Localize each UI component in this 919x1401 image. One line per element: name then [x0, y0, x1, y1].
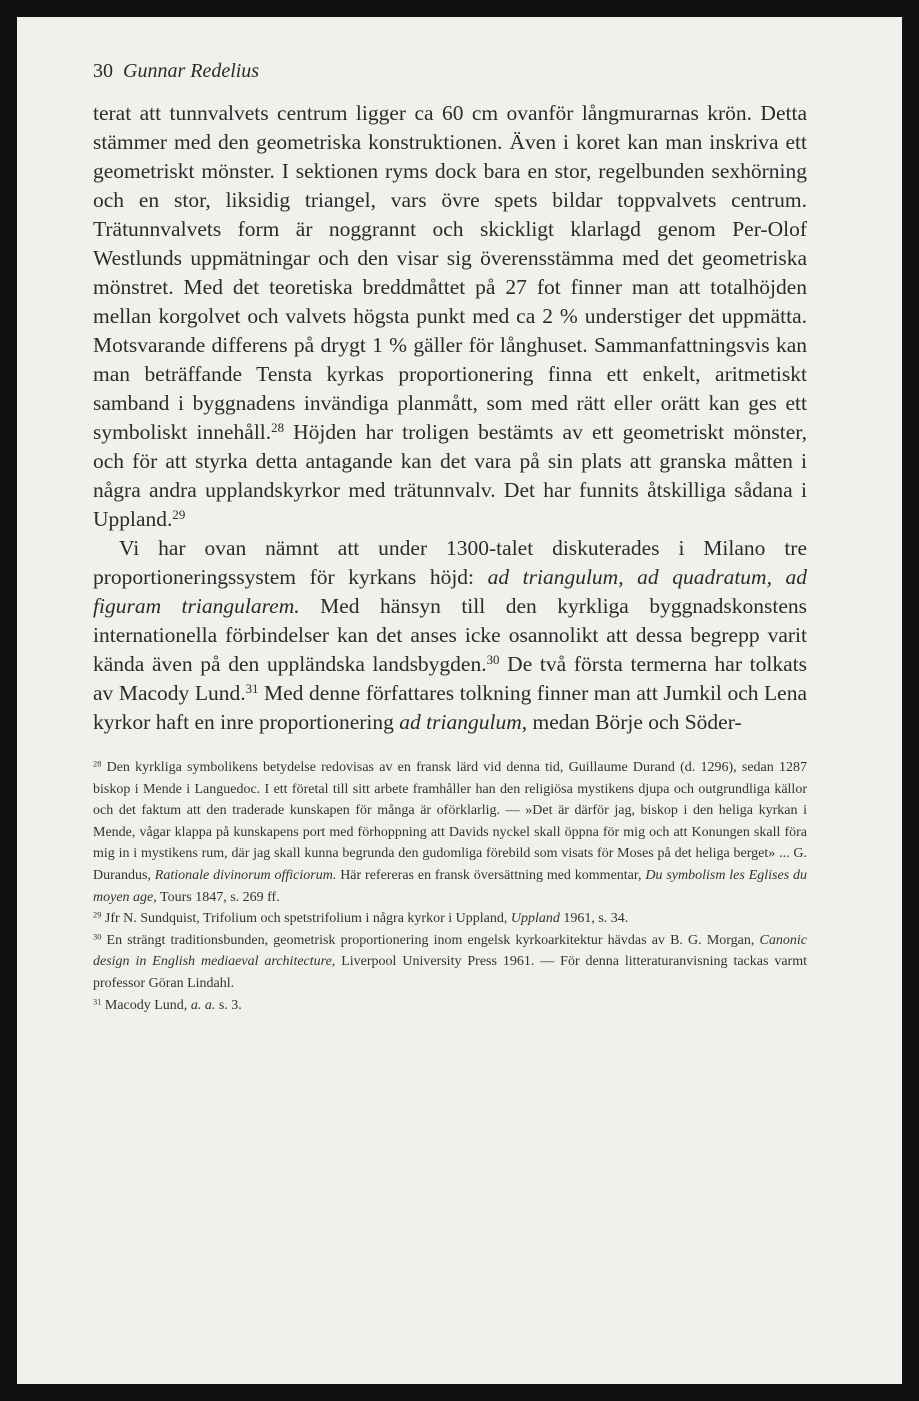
- text-run: Här refereras en fransk översättning med kommentar,: [336, 867, 646, 883]
- paragraph-1: [93, 99, 807, 534]
- italic-title: Du symbolism les Eglises du moyen age,: [93, 867, 808, 905]
- text-run: Med hänsyn till den kyrkliga byggnadskonstens internationella förbindelser kan det anses icke osannolikt att dessa begrepp varit kända även på den uppländska landsbygden.: [93, 594, 807, 676]
- footnote-31: [93, 995, 807, 1017]
- italic-title: a. a.: [190, 997, 216, 1013]
- text-run: De två första termerna har tolkats av Macody Lund.: [93, 652, 808, 705]
- text-run: s. 3.: [215, 997, 242, 1013]
- footnote-ref-30: 30: [486, 652, 500, 667]
- book-page: [17, 17, 902, 1384]
- footnotes: [93, 757, 807, 1016]
- italic-term: ad triangulum, ad quadratum, ad figuram triangularem.: [93, 565, 807, 618]
- running-header: [93, 57, 807, 85]
- text-run: 1961, s. 34.: [559, 911, 629, 927]
- footnote-30: [93, 930, 807, 995]
- italic-title: Uppland: [510, 911, 560, 927]
- text-run: Jfr N. Sundquist, Trifolium och spetstrifolium i några kyrkor i Uppland,: [101, 911, 511, 927]
- text-run: Tours 1847, s. 269 ff.: [156, 889, 280, 905]
- footnote-number: 29: [93, 910, 102, 920]
- footnote-ref-29: 29: [172, 507, 186, 522]
- text-run: Macody Lund,: [101, 997, 191, 1013]
- text-run: Med denne författares tolkning finner man att Jumkil och Lena kyrkor haft en inre proportionering: [93, 681, 807, 734]
- italic-title: Rationale divinorum officiorum.: [154, 867, 337, 883]
- italic-term: ad triangulum,: [399, 710, 528, 734]
- footnote-number: 28: [93, 759, 102, 769]
- body-text: [93, 99, 807, 737]
- paragraph-2: [93, 534, 807, 737]
- text-run: Höjden har troligen bestämts av ett geometriskt mönster, och för att styrka detta antagande kan det vara på sin plats att granska måtten i några andra upplandskyrkor med trätunnvalv. Det har funnits åtskilliga sådana i Uppland.: [93, 420, 807, 531]
- footnote-number: 30: [93, 932, 102, 942]
- text-run: En strängt traditionsbunden, geometrisk proportionering inom engelsk kyrkoarkitektur hävdas av B. G. Morgan,: [101, 932, 760, 948]
- page-content: [93, 57, 807, 1016]
- text-run: medan Börje och Söder-: [527, 710, 742, 734]
- text-run: terat att tunnvalvets centrum ligger ca 60 cm ovanför långmurarnas krön. Detta stämmer med den geometriska konstruktionen. Även i koret kan man inskriva ett geometriskt mönster. I sektionen ryms dock bara en stor, regelbunden sexhörning och en stor, liksidig triangel, vars övre spets bildar toppvalvets centrum. Trätunnvalvets form är noggrannt och skickligt klarlagd genom Per-Olof Westlunds uppmätningar och den visar sig överensstämma med det geometriska mönstret. Med det teoretiska breddmåttet på 27 fot finner man att totalhöjden mellan korgolvet och valvets högsta punkt med ca 2 % understiger det uppmätta. Motsvarande differens på drygt 1 % gäller för långhuset. Sammanfattningsvis kan man beträffande Tensta kyrkas proportionering finna ett enkelt, aritmetiskt samband i byggnadens invändiga planmått, som med rätt eller orätt kan ges ett symboliskt innehåll.: [93, 101, 807, 444]
- footnote-number: 31: [93, 996, 102, 1006]
- page-number: 30: [93, 60, 113, 82]
- text-run: Den kyrkliga symbolikens betydelse redovisas av en fransk lärd vid denna tid, Guillaume Durand (d. 1296), sedan 1287 biskop i Mende i Languedoc. I ett företal till sitt arbete framhåller han den religiösa mystikens djupa och outgrundliga källor och det faktum att den traderade kunskapen för många är oförklarlig. — »Det är därför jag, biskop i den heliga kyrkan i Mende, vågar klappa på kunskapens port med förhoppning att Davids nyckel skall öppna för mig och att Konungen skall föra mig in i mystikens rum, där jag skall kunna begrunda den gudomliga förebild som visats för Moses på det heliga berget» ... G. Durandus,: [93, 760, 807, 883]
- text-run: Vi har ovan nämnt att under 1300-talet diskuterades i Milano tre proportioneringssystem för kyrkans höjd:: [93, 536, 807, 589]
- footnote-29: [93, 908, 807, 930]
- footnote-ref-28: 28: [271, 420, 285, 435]
- footnote-ref-31: 31: [245, 681, 259, 696]
- footnote-28: [93, 757, 807, 908]
- italic-title: Canonic design in English mediaeval architecture,: [93, 932, 807, 970]
- running-title: Gunnar Redelius: [123, 60, 260, 82]
- text-run: Liverpool University Press 1961. — För denna litteraturanvisning tackas varmt professor Göran Lindahl.: [93, 954, 807, 991]
